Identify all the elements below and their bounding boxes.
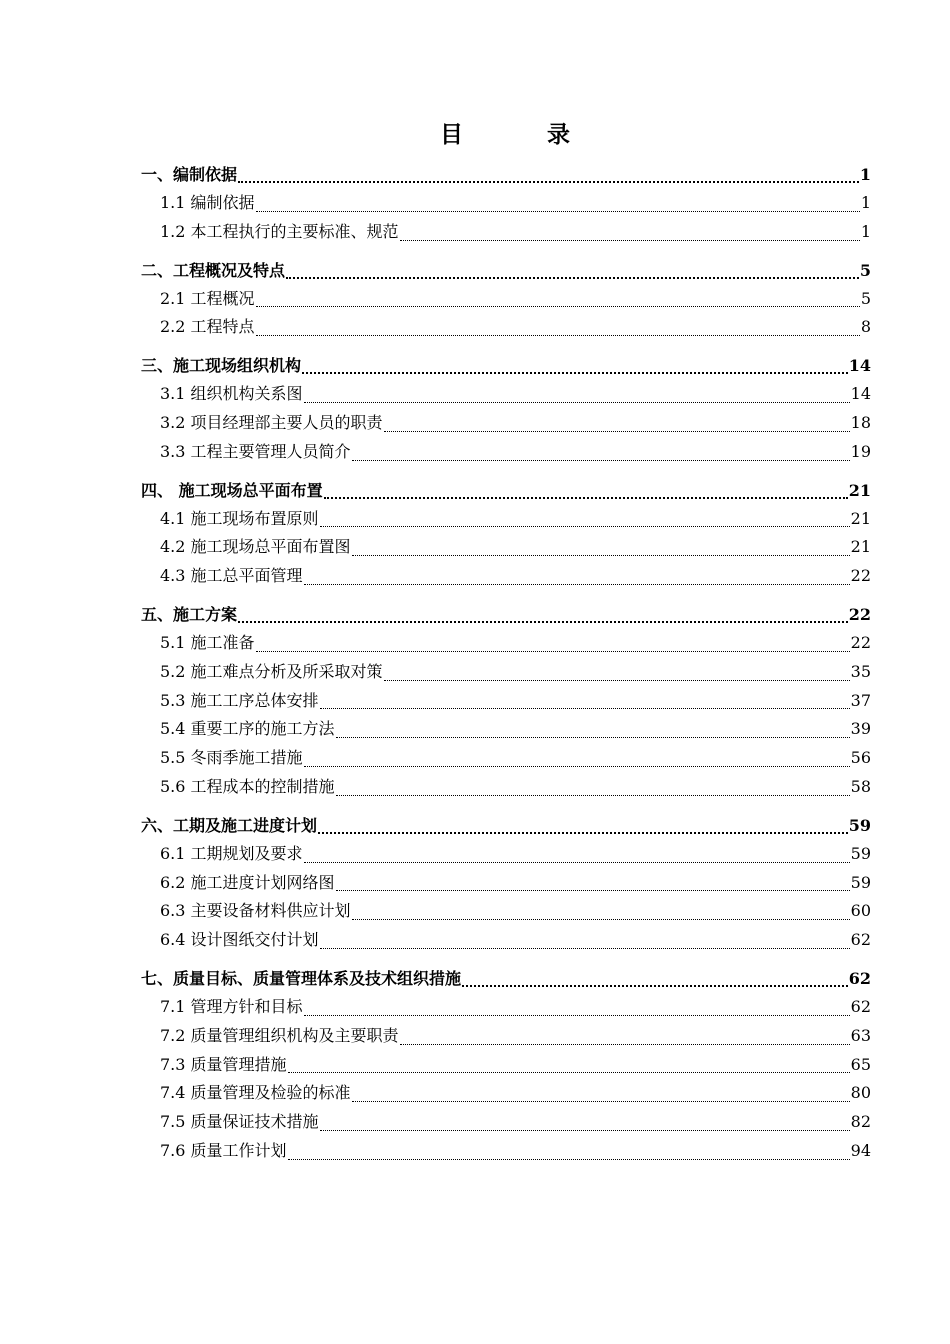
dot-leader [238,180,859,183]
toc-page-number: 5 [860,288,871,308]
dot-leader [352,1100,850,1102]
toc-section-label: 二、工程概况及特点 [141,260,286,280]
dot-leader [336,794,850,796]
toc-subsection-label: 4.1 施工现场布置原则 [160,508,319,528]
toc-subsection-entry[interactable] [141,409,871,438]
toc-page-number: 62 [850,996,871,1016]
toc-page-number: 59 [850,843,871,863]
dot-leader [352,918,850,920]
toc-page-number: 21 [850,537,871,557]
dot-leader [336,736,850,738]
toc-subsection-label: 2.1 工程概况 [160,288,255,308]
toc-subsection-entry[interactable] [141,218,871,247]
dot-leader [302,371,848,374]
toc-page-number: 37 [850,690,871,710]
toc-subsection-label: 3.2 项目经理部主要人员的职责 [160,412,383,432]
dot-leader [320,707,850,709]
toc-page-number: 59 [848,815,871,835]
dot-leader [256,334,860,336]
toc-page-number: 14 [848,356,871,376]
toc-section-label: 四、 施工现场总平面布置 [141,480,323,500]
toc-subsection-entry[interactable] [141,1079,871,1108]
toc-subsection-entry[interactable] [141,380,871,409]
toc-page-number: 8 [860,317,871,337]
toc-page-number: 82 [850,1112,871,1132]
toc-subsection-entry[interactable] [141,926,871,955]
toc-title-part1: 目 [440,121,463,148]
toc-page-number: 1 [860,193,871,212]
dot-leader [320,947,850,949]
toc-subsection-entry[interactable] [141,1022,871,1051]
dot-leader [304,401,850,403]
toc-subsection-entry[interactable] [141,869,871,898]
dot-leader [256,210,860,212]
dot-leader [352,459,850,461]
toc-subsection-entry[interactable] [141,773,871,802]
toc-page-number: 35 [850,661,871,681]
toc-subsection-entry[interactable] [141,505,871,534]
toc-section-entry[interactable] [141,811,871,840]
toc-section-entry[interactable] [141,351,871,380]
toc-page-number: 22 [850,632,871,652]
toc-subsection-entry[interactable] [141,715,871,744]
toc-page-number: 5 [859,260,871,280]
toc-title [0,116,950,149]
toc-subsection-entry[interactable] [141,1137,871,1166]
dot-leader [304,583,850,585]
toc-subsection-entry[interactable] [141,993,871,1022]
toc-page-number: 59 [850,872,871,892]
toc-subsection-label: 6.2 施工进度计划网络图 [160,872,335,892]
dot-leader [320,1129,850,1131]
dot-leader [336,889,850,891]
toc-page-number: 14 [850,384,871,404]
toc-page-number: 22 [848,604,871,624]
toc-subsection-label: 6.3 主要设备材料供应计划 [160,901,351,921]
toc-subsection-entry[interactable] [141,744,871,773]
toc-subsection-label: 7.4 质量管理及检验的标准 [160,1083,351,1103]
toc-section-entry[interactable] [141,256,871,285]
toc-subsection-label: 2.2 工程特点 [160,317,255,337]
toc-subsection-label: 3.3 工程主要管理人员简介 [160,441,351,461]
toc-subsection-entry[interactable] [141,840,871,869]
toc-section-entry[interactable] [141,476,871,505]
dot-leader [256,650,850,652]
dot-leader [384,679,850,681]
toc-page-number: 1 [859,165,871,184]
dot-leader [352,554,850,556]
toc-subsection-entry[interactable] [141,562,871,591]
toc-page-number: 58 [850,776,871,796]
dot-leader [400,1043,850,1045]
toc-subsection-label: 7.5 质量保证技术措施 [160,1112,319,1132]
dot-leader [384,430,850,432]
dot-leader [400,239,860,241]
toc-subsection-label: 1.2 本工程执行的主要标准、规范 [160,221,399,241]
toc-page-number: 62 [850,930,871,950]
toc-subsection-entry[interactable] [141,897,871,926]
dot-leader [304,1014,850,1016]
toc-subsection-label: 5.2 施工难点分析及所采取对策 [160,661,383,681]
toc-page-number: 94 [850,1140,871,1160]
toc-subsection-label: 7.1 管理方针和目标 [160,996,303,1016]
toc-page-number: 39 [850,719,871,739]
toc-page-number: 21 [850,508,871,528]
toc-page-number: 19 [850,441,871,461]
toc-subsection-entry[interactable] [141,1108,871,1137]
toc-subsection-label: 7.3 质量管理措施 [160,1054,287,1074]
dot-leader [286,276,859,279]
toc-page-number: 22 [850,566,871,586]
toc-subsection-label: 4.3 施工总平面管理 [160,566,303,586]
dot-leader [238,620,848,623]
toc-subsection-label: 5.6 工程成本的控制措施 [160,776,335,796]
toc-subsection-label: 7.6 质量工作计划 [160,1140,287,1160]
toc-subsection-label: 5.4 重要工序的施工方法 [160,719,335,739]
toc-page-number: 60 [850,901,871,921]
toc-page-number: 62 [848,968,871,988]
toc-subsection-entry[interactable] [141,285,871,314]
dot-leader [318,831,848,834]
toc-subsection-entry[interactable] [141,438,871,467]
toc-page-number: 80 [850,1083,871,1103]
toc-subsection-entry[interactable] [141,189,871,218]
toc-page-number: 18 [850,412,871,432]
toc-subsection-label: 6.1 工期规划及要求 [160,843,303,863]
toc-page-number: 65 [850,1054,871,1074]
toc-section-label: 一、编制依据 [141,165,238,184]
dot-leader [256,305,860,307]
dot-leader [304,861,850,863]
toc-subsection-label: 5.5 冬雨季施工措施 [160,748,303,768]
toc-subsection-label: 6.4 设计图纸交付计划 [160,930,319,950]
toc-section-label: 三、施工现场组织机构 [141,356,302,376]
toc-title-part2: 录 [547,121,570,148]
dot-leader [320,525,850,527]
toc-subsection-entry[interactable] [141,658,871,687]
table-of-contents [141,160,871,1166]
dot-leader [288,1071,850,1073]
toc-subsection-entry[interactable] [141,629,871,658]
toc-subsection-entry[interactable] [141,313,871,342]
toc-subsection-entry[interactable] [141,687,871,716]
dot-leader [304,765,850,767]
toc-section-entry[interactable] [141,160,871,189]
toc-section-label: 五、施工方案 [141,604,238,624]
toc-subsection-entry[interactable] [141,533,871,562]
toc-page-number: 1 [860,221,871,241]
toc-subsection-label: 4.2 施工现场总平面布置图 [160,537,351,557]
toc-page-number: 56 [850,748,871,768]
dot-leader [324,496,848,499]
toc-section-label: 六、工期及施工进度计划 [141,815,318,835]
toc-subsection-label: 1.1 编制依据 [160,193,255,212]
toc-section-entry[interactable] [141,964,871,993]
dot-leader [462,984,848,987]
toc-subsection-label: 5.3 施工工序总体安排 [160,690,319,710]
toc-section-entry[interactable] [141,600,871,629]
toc-page-number: 63 [850,1025,871,1045]
toc-section-label: 七、质量目标、质量管理体系及技术组织措施 [141,968,462,988]
toc-subsection-entry[interactable] [141,1051,871,1080]
toc-page-number: 21 [848,480,871,500]
dot-leader [288,1158,850,1160]
toc-subsection-label: 5.1 施工准备 [160,632,255,652]
toc-subsection-label: 7.2 质量管理组织机构及主要职责 [160,1025,399,1045]
toc-subsection-label: 3.1 组织机构关系图 [160,384,303,404]
